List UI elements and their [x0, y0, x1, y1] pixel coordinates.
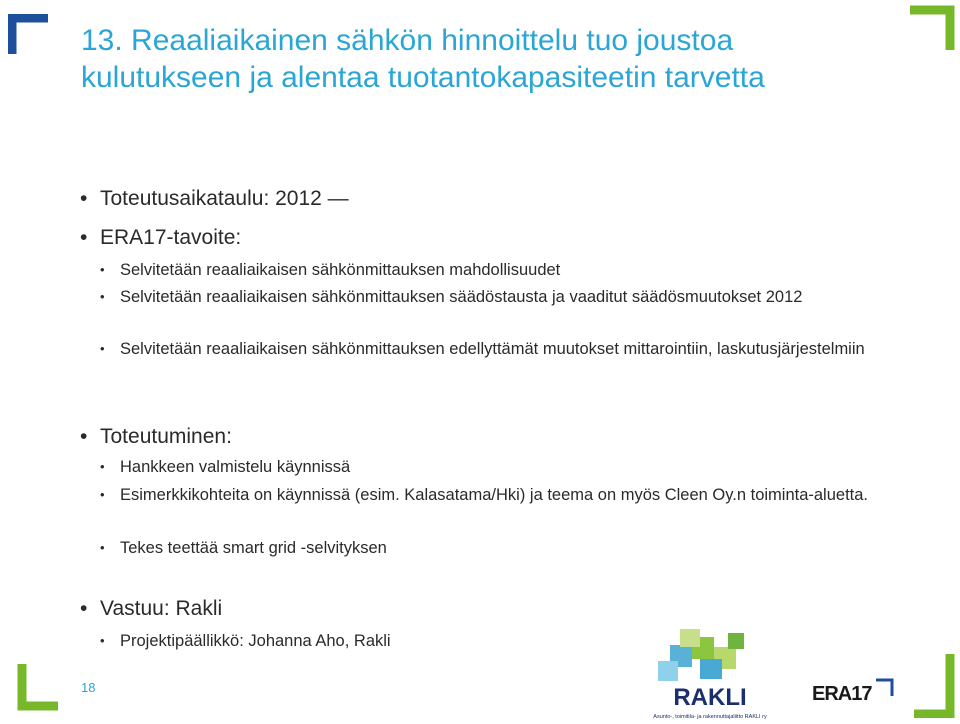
rakli-logo	[640, 625, 780, 721]
corner-bracket-bottom-right	[910, 652, 956, 718]
era17-wordmark: ERA17	[812, 683, 872, 705]
rakli-tagline: Asunto-, toimitila- ja rakennuttajaliitto RAKLI ry	[653, 714, 767, 720]
sub-bullet-text: Projektipäällikkö: Johanna Aho, Rakli	[120, 632, 391, 650]
bullet-icon: •	[80, 597, 88, 620]
bullet-icon: •	[100, 459, 105, 474]
corner-bracket-top-left	[8, 14, 52, 58]
sub-bullet-text: Selvitetään reaaliaikaisen sähkönmittauksen säädöstausta ja vaaditut säädösmuutokset 2012	[120, 288, 803, 306]
sub-bullet-text: Selvitetään reaaliaikaisen sähkönmittauksen edellyttämät muutokset mittarointiin, laskutusjärjestelmiin	[120, 340, 865, 358]
bullet-text: Toteutusaikataulu: 2012 —	[100, 187, 349, 210]
bullet-icon: •	[100, 633, 105, 648]
sub-bullet-text: Esimerkkikohteita on käynnissä (esim. Kalasatama/Hki) ja teema on myös Cleen Oy.n toiminta-aluetta.	[120, 486, 869, 504]
slide-title: 13. Reaaliaikainen sähkön hinnoittelu tuo joustoa kulutukseen ja alentaa tuotantokapasiteetin tarvetta	[81, 24, 765, 94]
era17-bracket-icon	[876, 680, 892, 696]
bullet-icon: •	[80, 425, 88, 448]
bullet-icon: •	[100, 341, 105, 356]
bullet-icon: •	[80, 187, 88, 210]
bullet-text: ERA17-tavoite:	[100, 226, 242, 249]
page-number: 18	[81, 680, 96, 695]
era17-logo	[810, 676, 900, 706]
bullet-text: Toteutuminen:	[100, 425, 232, 448]
corner-bracket-top-right	[906, 4, 956, 54]
bullet-icon: •	[80, 226, 88, 249]
bullet-icon: •	[100, 540, 105, 555]
bullet-text: Vastuu: Rakli	[100, 597, 223, 620]
sub-bullet-text: Selvitetään reaaliaikaisen sähkönmittauksen mahdollisuudet	[120, 261, 561, 279]
sub-bullet-text: Tekes teettää smart grid -selvityksen	[120, 539, 387, 557]
bullet-icon: •	[100, 262, 105, 277]
rakli-cubes-icon	[658, 629, 744, 681]
bullet-icon: •	[100, 487, 105, 502]
corner-bracket-bottom-left	[16, 662, 60, 712]
sub-bullet-text: Hankkeen valmistelu käynnissä	[120, 458, 351, 476]
bullet-icon: •	[100, 289, 105, 304]
rakli-wordmark: RAKLI	[673, 684, 747, 711]
